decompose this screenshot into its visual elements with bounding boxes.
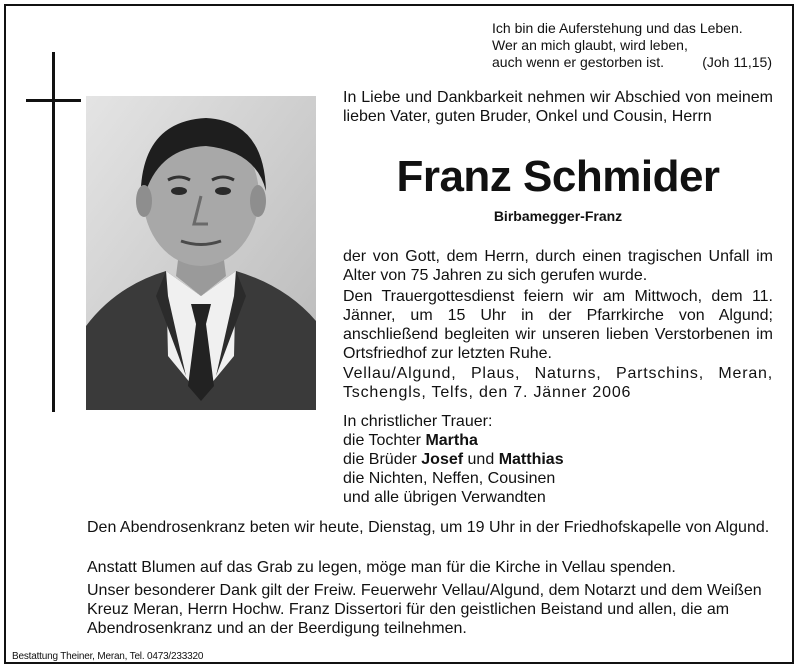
mourner-daughter <box>343 431 773 450</box>
mourners-heading: In christlicher Trauer: <box>343 413 493 430</box>
quote-line-3 <box>492 54 772 71</box>
death-notice-text: der von Gott, dem Herrn, durch einen tragischen Unfall im Alter von 75 Jahren zu sich gerufen wurde. <box>343 248 773 284</box>
bible-quote <box>492 20 772 71</box>
quote-line-2: Wer an mich glaubt, wird leben, <box>492 37 688 53</box>
quote-reference: (Joh 11,15) <box>702 54 772 70</box>
funeral-home-credit: Bestattung Theiner, Meran, Tel. 0473/233320 <box>12 651 204 662</box>
portrait-photo <box>86 96 316 410</box>
quote-line-1: Ich bin die Auferstehung und das Leben. <box>492 20 743 36</box>
cross-icon <box>52 52 55 412</box>
portrait-photo-drawing <box>86 96 316 410</box>
intro-text: In Liebe und Dankbarkeit nehmen wir Abschied von meinem lieben Vater, guten Bruder, Onkel und Cousin, Herrn <box>343 89 773 125</box>
brothers-prefix: die Brüder <box>343 451 417 468</box>
brothers-and: und <box>467 451 495 468</box>
deceased-nickname: Birbamegger-Franz <box>493 208 623 224</box>
funeral-service-text: Den Trauergottesdienst feiern wir am Mittwoch, dem 11. Jänner, um 15 Uhr in der Pfarrkirche von Algund; anschließend begleiten wir unseren lieben Verstorbenen im Ortsfriedhof zur letzten Ruhe. <box>343 288 773 362</box>
daughter-name: Martha <box>425 432 478 449</box>
thanks-notice: Unser besonderer Dank gilt der Freiw. Feuerwehr Vellau/Algund, dem Notarzt und dem Weißen Kreuz Meran, Herrn Hochw. Franz Dissertori für den geistlichen Beistand und allen, die am Abendrosenkranz und an der Beerdigung teilnehmen. <box>87 582 762 637</box>
mourner-nieces: die Nichten, Neffen, Cousinen <box>343 470 556 487</box>
flowers-notice: Anstatt Blumen auf das Grab zu legen, möge man für die Kirche in Vellau spenden. <box>87 559 676 576</box>
rosary-notice: Den Abendrosenkranz beten wir heute, Dienstag, um 19 Uhr in der Friedhofskapelle von Algund. <box>87 519 770 536</box>
brother-2-name: Matthias <box>498 451 564 468</box>
mourners-list <box>343 412 773 507</box>
places-and-date: Vellau/Algund, Plaus, Naturns, Partschins, Meran, Tschengls, Telfs, den 7. Jänner 2006 <box>343 365 773 401</box>
cross-icon-bar <box>26 99 81 102</box>
brother-1-name: Josef <box>421 451 464 468</box>
mourner-others: und alle übrigen Verwandten <box>343 489 546 506</box>
daughter-prefix: die Tochter <box>343 432 421 449</box>
mourner-brothers <box>343 450 773 469</box>
deceased-name: Franz Schmider <box>396 152 720 201</box>
quote-line-3-text: auch wenn er gestorben ist. <box>492 54 664 70</box>
